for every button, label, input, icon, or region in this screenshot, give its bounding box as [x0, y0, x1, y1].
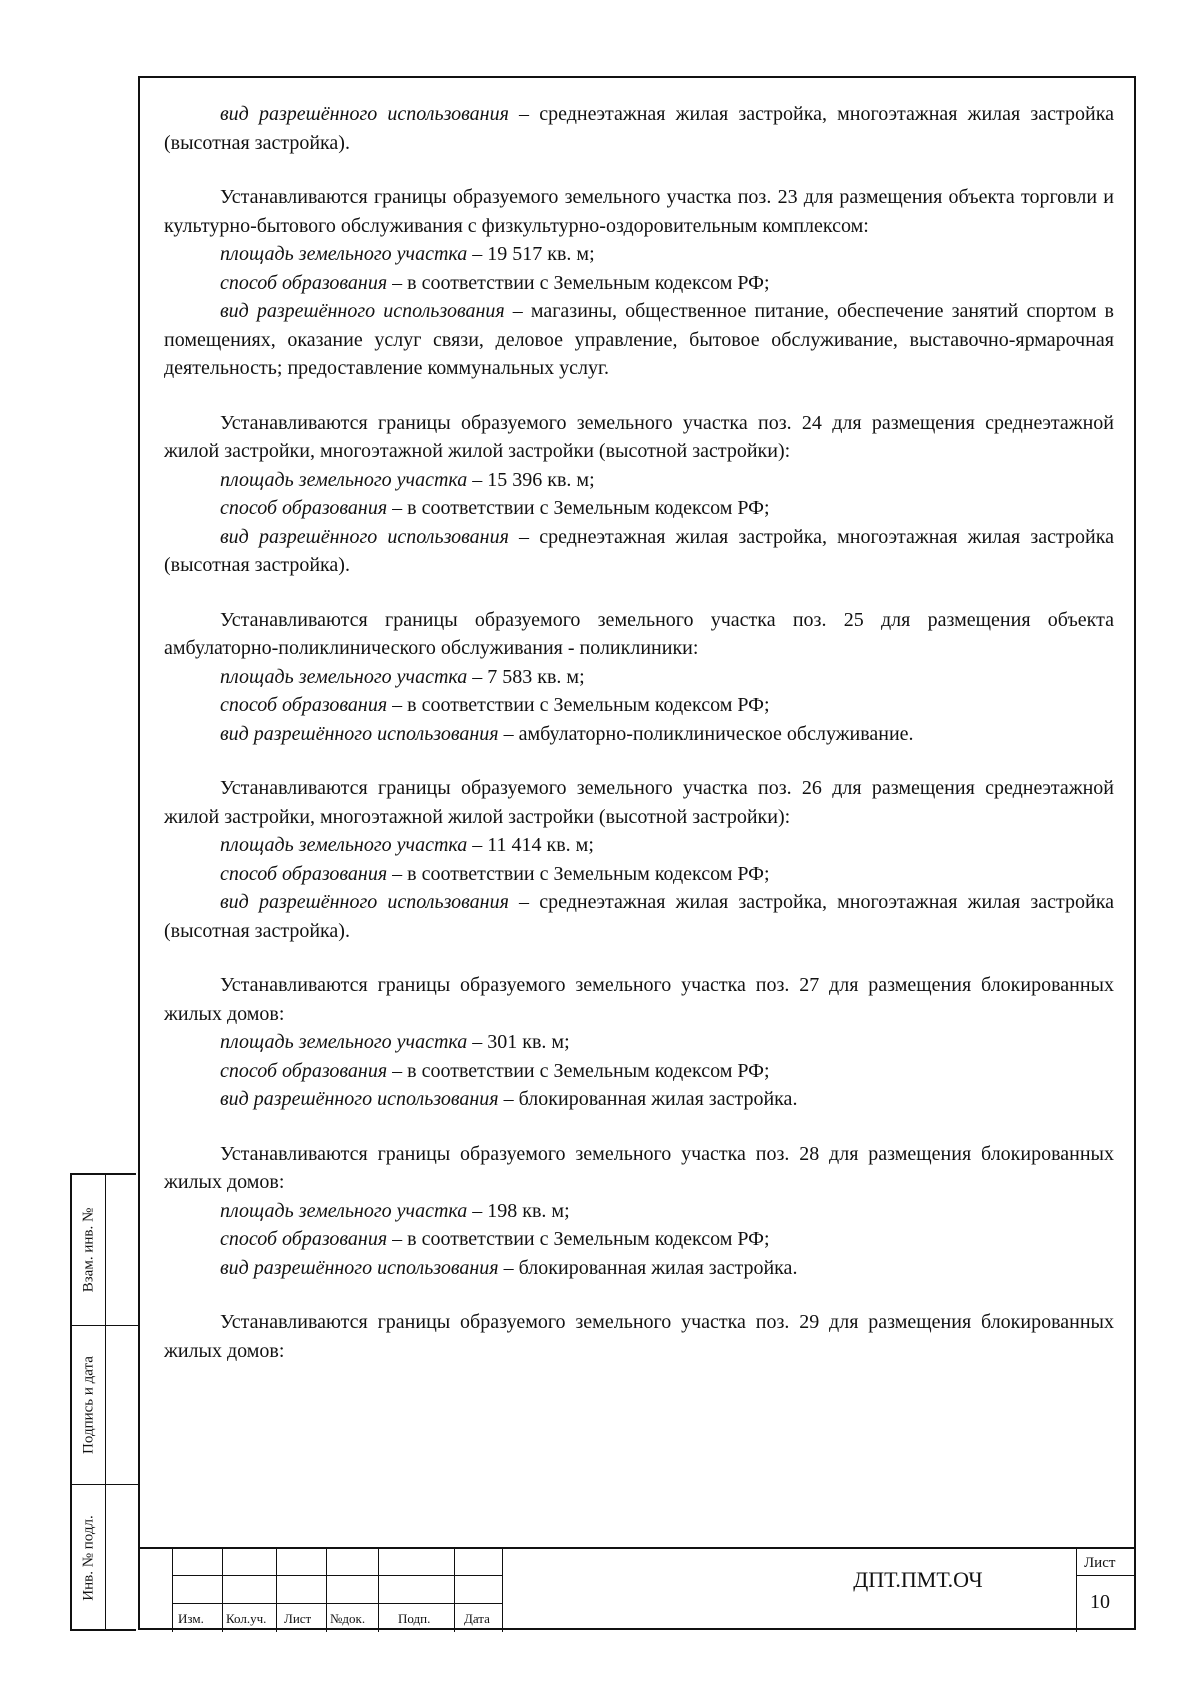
col-podp: Подп.	[398, 1611, 431, 1626]
paragraph-intro: Устанавливаются границы образуемого земельного участка поз. 26 для размещения среднеэтажной жилой застройки, многоэтажной жилой застройки (высотной застройки):	[164, 777, 1114, 828]
paragraph-plot-26	[164, 774, 1114, 945]
italic-term: способ образования	[220, 497, 388, 519]
tb-divider	[172, 1549, 173, 1632]
italic-term: способ образования	[220, 694, 388, 716]
area-line	[164, 1197, 1114, 1226]
italic-term: площадь земельного участка	[220, 1031, 468, 1053]
method-value: – в соответствии с Земельным кодексом РФ;	[387, 694, 770, 716]
italic-term: площадь земельного участка	[220, 1199, 468, 1222]
use-value: – амбулаторно-поликлиническое обслуживание.	[498, 722, 914, 745]
use-line	[164, 1085, 1114, 1114]
side-label-inv: Инв. № подл.	[80, 1514, 96, 1601]
tb-divider	[222, 1549, 223, 1632]
paragraph-plot-24	[164, 409, 1114, 580]
side-divider	[105, 1325, 138, 1326]
side-cell-podpis	[72, 1325, 105, 1485]
area-line	[164, 240, 1114, 269]
sheet-label: Лист	[1084, 1555, 1116, 1571]
col-kolych: Кол.уч.	[226, 1611, 267, 1626]
method-value: – в соответствии с Земельным кодексом РФ;	[387, 1059, 770, 1082]
paragraph-intro: Устанавливаются границы образуемого земельного участка поз. 29 для размещения блокированных жилых домов:	[164, 1311, 1114, 1362]
paragraph-intro: Устанавливаются границы образуемого земельного участка поз. 28 для размещения блокированных жилых домов:	[164, 1142, 1114, 1193]
tb-divider	[326, 1549, 327, 1632]
side-divider	[105, 1484, 138, 1485]
italic-term: площадь земельного участка	[220, 834, 468, 856]
use-line	[164, 297, 1114, 383]
paragraph-text: – среднеэтажная жилая застройка, многоэтажная жилая застройка (высотная застройка).	[164, 103, 1115, 154]
use-value: – среднеэтажная жилая застройка, многоэтажная жилая застройка (высотная застройка).	[164, 891, 1115, 942]
italic-term: способ образования	[220, 271, 388, 294]
document-body	[164, 100, 1114, 1391]
italic-term: способ образования	[220, 1059, 388, 1082]
paragraph-plot-28	[164, 1140, 1114, 1283]
method-value: – в соответствии с Земельным кодексом РФ;	[387, 271, 770, 294]
document-code: ДПТ.ПМТ.ОЧ	[853, 1567, 983, 1592]
paragraph-plot-27	[164, 971, 1114, 1114]
area-value: – 19 517 кв. м;	[467, 243, 595, 265]
method-value: – в соответствии с Земельным кодексом РФ;	[387, 497, 770, 519]
area-line	[164, 663, 1114, 692]
side-label-podpis: Подпись и дата	[80, 1355, 96, 1454]
italic-term: площадь земельного участка	[220, 665, 468, 688]
tb-row-line	[172, 1603, 502, 1604]
use-line	[164, 523, 1114, 580]
area-value: – 301 кв. м;	[467, 1031, 570, 1053]
method-value: – в соответствии с Земельным кодексом РФ;	[387, 1228, 770, 1250]
italic-term: вид разрешённого использования	[220, 300, 505, 322]
area-value: – 11 414 кв. м;	[467, 834, 594, 856]
paragraph-intro: Устанавливаются границы образуемого земельного участка поз. 23 для размещения объекта торговли и культурно-бытового обслуживания с физкультурно-оздоровительным комплексом:	[164, 186, 1114, 237]
paragraph-continuation	[164, 100, 1114, 157]
italic-term: вид разрешённого использования	[220, 103, 509, 125]
side-stamp-label-column	[72, 1175, 106, 1629]
tb-divider	[378, 1549, 379, 1632]
side-stamp	[70, 1173, 136, 1631]
tb-divider	[502, 1549, 503, 1632]
use-line	[164, 1254, 1114, 1283]
method-line	[164, 1057, 1114, 1086]
italic-term: площадь земельного участка	[220, 468, 468, 491]
area-line	[164, 831, 1114, 860]
use-value: – магазины, общественное питание, обеспечение занятий спортом в помещениях, оказание услуг связи, деловое управление, бытовое обслуживание, выставочно-ярмарочная деятельность; предоставление коммунальных услуг.	[164, 300, 1115, 379]
side-cell-vzam	[72, 1175, 105, 1326]
paragraph-intro: Устанавливаются границы образуемого земельного участка поз. 24 для размещения среднеэтажной жилой застройки, многоэтажной жилой застройки (высотной застройки):	[164, 411, 1114, 462]
area-value: – 198 кв. м;	[467, 1199, 570, 1222]
area-line	[164, 1028, 1114, 1057]
paragraph-plot-23	[164, 183, 1114, 383]
col-ndok: №док.	[330, 1611, 366, 1626]
col-list: Лист	[284, 1611, 312, 1626]
italic-term: способ образования	[220, 1228, 388, 1250]
tb-divider	[454, 1549, 455, 1632]
method-line	[164, 269, 1114, 298]
method-line	[164, 494, 1114, 523]
title-block	[138, 1547, 1136, 1630]
col-data: Дата	[464, 1611, 490, 1626]
side-label-vzam: Взам. инв. №	[80, 1207, 96, 1293]
col-izm: Изм.	[178, 1611, 204, 1626]
side-cell-inv	[72, 1484, 105, 1631]
area-value: – 15 396 кв. м;	[467, 468, 595, 491]
tb-divider	[276, 1549, 277, 1632]
method-value: – в соответствии с Земельным кодексом РФ;	[387, 862, 770, 885]
use-value: – среднеэтажная жилая застройка, многоэтажная жилая застройка (высотная застройка).	[164, 525, 1115, 576]
paragraph-plot-25	[164, 606, 1114, 749]
italic-term: вид разрешённого использования	[220, 1256, 499, 1279]
italic-term: вид разрешённого использования	[220, 891, 509, 913]
method-line	[164, 860, 1114, 889]
italic-term: площадь земельного участка	[220, 243, 468, 265]
use-line	[164, 888, 1114, 945]
method-line	[164, 1225, 1114, 1254]
paragraph-intro: Устанавливаются границы образуемого земельного участка поз. 27 для размещения блокированных жилых домов:	[164, 974, 1114, 1025]
tb-row-line	[172, 1575, 502, 1576]
italic-term: вид разрешённого использования	[220, 525, 509, 548]
italic-term: вид разрешённого использования	[220, 722, 499, 745]
italic-term: способ образования	[220, 862, 388, 885]
area-value: – 7 583 кв. м;	[467, 665, 585, 688]
paragraph-intro: Устанавливаются границы образуемого земельного участка поз. 25 для размещения объекта амбулаторно-поликлинического обслуживания - поликлиники:	[164, 608, 1114, 659]
method-line	[164, 691, 1114, 720]
area-line	[164, 466, 1114, 495]
use-value: – блокированная жилая застройка.	[498, 1088, 798, 1110]
italic-term: вид разрешённого использования	[220, 1088, 499, 1110]
sheet-number: 10	[1090, 1591, 1110, 1613]
use-value: – блокированная жилая застройка.	[498, 1256, 798, 1279]
use-line	[164, 720, 1114, 749]
paragraph-plot-29	[164, 1308, 1114, 1365]
